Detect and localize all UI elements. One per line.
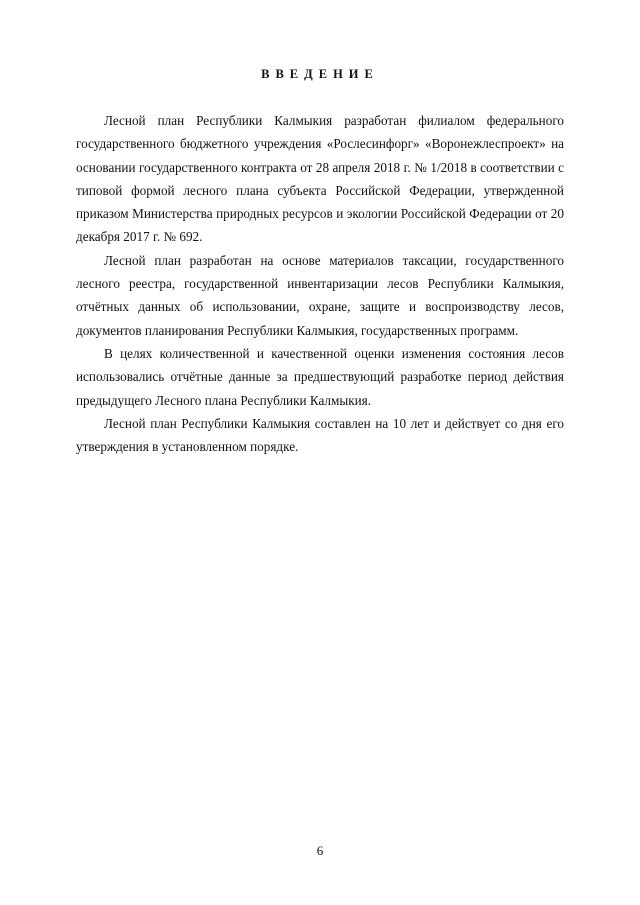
body-text [76,109,564,458]
paragraph-3: В целях количественной и качественной оценки изменения состояния лесов использовались отчётные данные за предшествующий разработке период действия предыдущего Лесного плана Республики Калмыкия. [76,345,564,408]
paragraph-1: Лесной план Республики Калмыкия разработан филиалом федерального государственного бюджетного учреждения «Рослесинфорг» «Воронежлеспроект» на основании государственного контракта от 28 апреля 2018 г. № 1/2018 в соответствии с типовой формой лесного плана субъекта Российской Федерации, утвержденной приказом Министерства природных ресурсов и экологии Российской Федерации от 20 декабря 2017 г. № 692. [76,113,564,245]
paragraph-2: Лесной план разработан на основе материалов таксации, государственного лесного реестра, государственной инвентаризации лесов Республики Калмыкия, отчётных данных об использовании, охране, защите и воспроизводству лесов, документов планирования Республики Калмыкия, государственных программ. [76,252,564,338]
page-number: 6 [316,843,324,858]
section-heading: ВВЕДЕНИЕ [261,67,379,81]
paragraph-4: Лесной план Республики Калмыкия составлен на 10 лет и действует со дня его утверждения в установленном порядке. [76,415,564,455]
